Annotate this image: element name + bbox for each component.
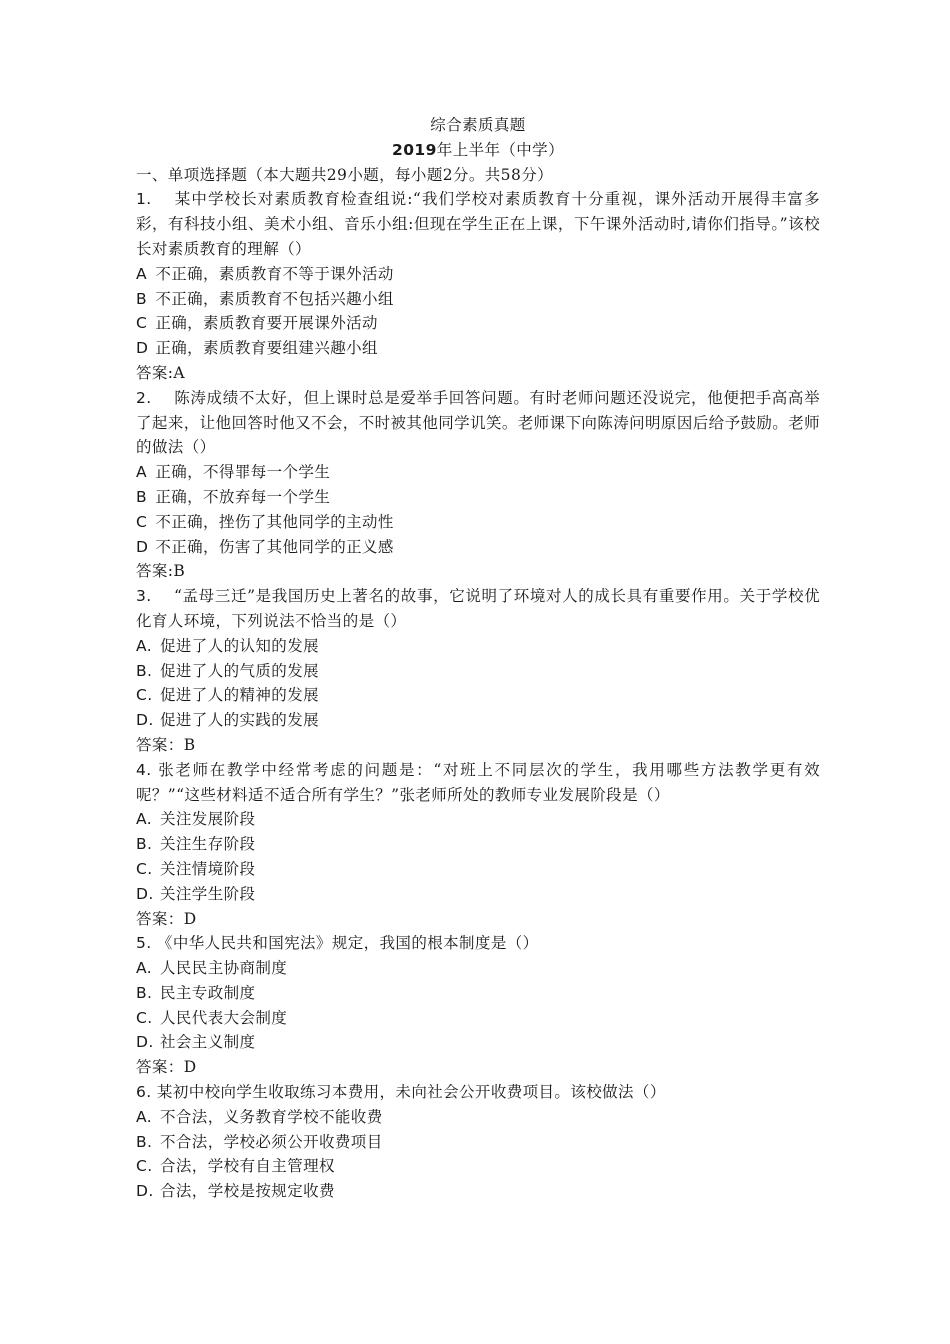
option-text: 合法，学校是按规定收费 [160, 1182, 335, 1201]
option-label: C. [136, 1157, 153, 1176]
question-number: 5. [136, 934, 152, 953]
option-label: D. [136, 711, 154, 730]
option-d [136, 882, 820, 907]
option-text: 正确，不放弃每一个学生 [155, 487, 331, 506]
question-3 [136, 584, 820, 758]
answer-line: 答案:A [136, 363, 186, 382]
option-label: A [136, 463, 148, 482]
question-stem [136, 931, 820, 956]
option-c [136, 1154, 820, 1179]
option-c [136, 857, 820, 882]
document-title: 综合素质真题 [430, 116, 526, 134]
question-stem [136, 187, 820, 261]
option-text: 促进了人的实践的发展 [160, 711, 320, 730]
answer-line: 答案:B [136, 562, 186, 581]
question-text: 某中学校长对素质教育检查组说:“我们学校对素质教育十分重视，课外活动开展得丰富多彩，有科技小组、美术小组、音乐小组:但现在学生正在上课，下午课外活动时,请你们指导。”该校长对素质教育的理解（） [136, 190, 820, 258]
question-text: 陈涛成绩不太好，但上课时总是爱举手回答问题。有时老师问题还没说完，他便把手高高举了起来，让他回答时他又不会，不时被其他同学讥笑。老师课下向陈涛问明原因后给予鼓励。老师的做法（） [136, 388, 820, 457]
option-label: A. [136, 959, 153, 978]
option-label: B. [136, 661, 153, 680]
option-d [136, 708, 820, 733]
option-label: B. [136, 1132, 153, 1151]
option-text: 促进了人的精神的发展 [160, 686, 320, 705]
option-text: 不正确，伤害了其他同学的正义感 [155, 537, 394, 556]
option-text: 不合法，义务教育学校不能收费 [160, 1107, 383, 1126]
option-label: A. [136, 810, 153, 829]
question-stem [136, 758, 820, 808]
question-1 [136, 187, 820, 385]
option-label: D. [136, 1033, 154, 1052]
question-text: 《中华人民共和国宪法》规定，我国的根本制度是（） [156, 934, 539, 953]
option-b [136, 1130, 820, 1155]
option-label: B. [136, 983, 153, 1002]
option-b [136, 981, 820, 1006]
question-stem [136, 386, 820, 460]
option-b [136, 659, 820, 684]
option-a [136, 262, 820, 287]
question-stem [136, 584, 820, 634]
option-d [136, 1179, 820, 1204]
question-text: 某初中校向学生收取练习本费用，未向社会公开收费项目。该校做法（） [156, 1083, 666, 1102]
option-d [136, 336, 820, 361]
option-text: 关注生存阶段 [160, 835, 256, 854]
option-a [136, 956, 820, 981]
document-subtitle [136, 138, 820, 163]
option-text: 正确，素质教育要组建兴趣小组 [155, 339, 378, 358]
option-text: 关注学生阶段 [160, 884, 256, 903]
option-text: 关注情境阶段 [160, 859, 256, 878]
question-number: 6. [136, 1083, 152, 1102]
option-text: 促进了人的气质的发展 [160, 661, 320, 680]
option-text: 不正确，素质教育不等于课外活动 [155, 264, 394, 283]
question-6 [136, 1080, 820, 1204]
option-text: 不正确，挫伤了其他同学的主动性 [155, 512, 394, 531]
question-number: 2. [136, 388, 152, 407]
question-stem [136, 1080, 820, 1105]
option-a [136, 807, 820, 832]
option-a [136, 1105, 820, 1130]
question-4 [136, 758, 820, 932]
option-text: 人民代表大会制度 [160, 1008, 288, 1027]
option-text: 不合法，学校必须公开收费项目 [160, 1132, 383, 1151]
subtitle-rest: 年上半年（中学） [436, 140, 564, 159]
option-d [136, 1030, 820, 1055]
option-label: C [136, 314, 148, 333]
option-d [136, 535, 820, 560]
option-text: 促进了人的认知的发展 [160, 636, 320, 655]
option-c [136, 311, 820, 336]
option-text: 社会主义制度 [160, 1033, 256, 1052]
option-a [136, 460, 820, 485]
option-label: C [136, 512, 148, 531]
option-label: B [136, 289, 148, 308]
option-text: 合法，学校有自主管理权 [160, 1157, 335, 1176]
option-b [136, 832, 820, 857]
section-header: 一、单项选择题（本大题共29小题，每小题2分。共58分） [136, 165, 554, 184]
option-label: D. [136, 1182, 154, 1201]
question-number: 1. [136, 190, 152, 209]
option-label: D [136, 339, 149, 358]
question-2 [136, 386, 820, 584]
question-text: “孟母三迁”是我国历史上著名的故事，它说明了环境对人的成长具有重要作用。关于学校优化育人环境，下列说法不恰当的是（） [136, 587, 820, 630]
option-label: D [136, 537, 149, 556]
option-a [136, 634, 820, 659]
option-text: 关注发展阶段 [160, 810, 256, 829]
answer-line: 答案：D [136, 1058, 197, 1077]
option-label: C. [136, 686, 153, 705]
option-b [136, 485, 820, 510]
option-label: A [136, 264, 148, 283]
option-label: B [136, 487, 148, 506]
document-content [136, 113, 820, 1204]
option-text: 正确，素质教育要开展课外活动 [155, 314, 378, 333]
answer-line: 答案：B [136, 735, 196, 754]
question-text: 张老师在教学中经常考虑的问题是：“对班上不同层次的学生，我用哪些方法教学更有效呢？”“这些材料适不适合所有学生？”张老师所处的教师专业发展阶段是（） [136, 760, 820, 804]
option-label: C. [136, 859, 153, 878]
option-label: A. [136, 1107, 153, 1126]
answer-line: 答案：D [136, 909, 197, 928]
option-c [136, 510, 820, 535]
option-text: 人民民主协商制度 [160, 959, 288, 978]
option-b [136, 287, 820, 312]
question-number: 3. [136, 587, 152, 606]
subtitle-year: 2019 [392, 140, 437, 159]
question-5 [136, 931, 820, 1080]
option-label: D. [136, 884, 154, 903]
option-c [136, 1006, 820, 1031]
option-label: A. [136, 636, 153, 655]
option-text: 民主专政制度 [160, 983, 256, 1002]
option-text: 正确，不得罪每一个学生 [155, 463, 331, 482]
option-text: 不正确，素质教育不包括兴趣小组 [155, 289, 394, 308]
option-c [136, 683, 820, 708]
option-label: B. [136, 835, 153, 854]
option-label: C. [136, 1008, 153, 1027]
question-number: 4. [136, 760, 152, 779]
